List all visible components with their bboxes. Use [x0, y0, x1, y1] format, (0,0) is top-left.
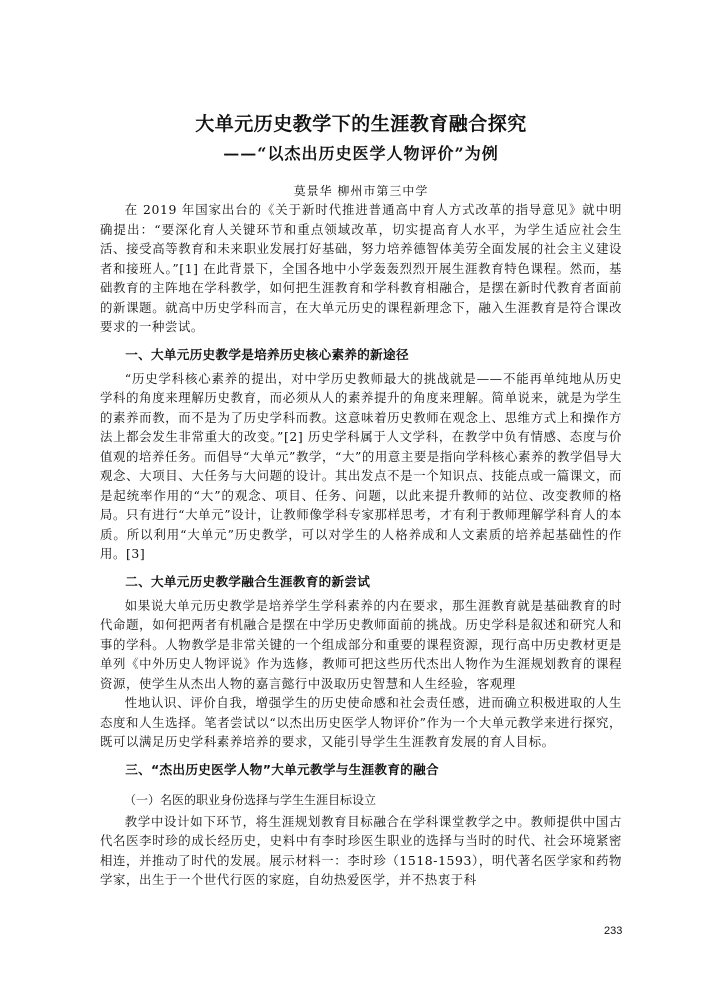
section1-paragraph: “历史学科核心素养的提出，对中学历史教师最大的挑战就是——不能再单纯地从历史学科的角度来理解历史教育，而必须从人的素养提升的角度来理解。简单说来，就是为学生的素养而教，而不是为了历史学科而教。这意味着历史教师在观念上、思维方式上和操作方法上都会发生非常重大的改变。”[2] 历史学科属于人文学科，在教学中负有情感、态度与价值观的培养任务。而倡导“大单元”教学，“大”的用意主要是指向学科核心素养的教学倡导大观念、大项目、大任务与大问题的设计。其出发点不是一个知识点、技能点或一篇课文，而是起统率作用的“大”的观念、项目、任务、问题，以此来提升教师的站位、改变教师的格局。只有进行“大单元”设计，让教师像学科专家那样思考，才有利于教师理解学科育人的本质。所以利用“大单元”历史教学，可以对学生的人格养成和人文素质的培养起基础性的作用。[3]	[100, 370, 622, 561]
article-body	[100, 110, 622, 890]
section-heading-2: 二、大单元历史教学融合生涯教育的新尝试	[125, 573, 371, 589]
article-subtitle: ——“以杰出历史医学人物评价”为例	[223, 144, 499, 163]
page-number: 233	[604, 925, 623, 937]
section3-subheading: （一）名医的职业身份选择与学生生涯目标设立	[124, 792, 377, 807]
section-heading-1: 一、大单元历史教学是培养历史核心素养的新途径	[125, 346, 409, 362]
article-title: 大单元历史教学下的生涯教育融合探究	[195, 113, 527, 135]
section2-paragraph-2: 性地认识、评价自我，增强学生的历史使命感和社会责任感，进而确立积极进取的人生态度和人生选择。笔者尝试以“以杰出历史医学人物评价”作为一个大单元教学来进行探究，既可以满足历史学科素养培养的要求，又能引导学生生涯教育发展的育人目标。	[100, 695, 622, 749]
author-line: 莫景华 柳州市第三中学	[293, 184, 429, 198]
intro-paragraph: 在 2019 年国家出台的《关于新时代推进普通高中育人方式改革的指导意见》就中明确提出：“要深化育人关键环节和重点领域改革，切实提高育人水平，为学生适应社会生活、接受高等教育和未来职业发展打好基础，努力培养德智体美劳全面发展的社会主义建设者和接班人。”[1] 在此背景下，全国各地中小学轰轰烈烈开展生涯教育特色课程。然而，基础教育的主阵地在学科教学，如何把生涯教育和学科教育相融合，是摆在新时代教育者面前的新课题。就高中历史学科而言，在大单元历史的课程新理念下，融入生涯教育是符合课改要求的一种尝试。	[100, 202, 622, 334]
section3-paragraph: 教学中设计如下环节，将生涯规划教育目标融合在学科课堂教学之中。教师提供中国古代名医李时珍的成长经历史，史料中有李时珍医生职业的选择与当时的时代、社会环境紧密相连，并推动了时代的发展。展示材料一：李时珍（1518-1593），明代著名医学家和药物学家，出生于一个世代行医的家庭，自幼热爱医学，并不热衷于科	[100, 813, 622, 887]
section2-paragraph-1: 如果说大单元历史教学是培养学生学科素养的内在要求，那生涯教育就是基础教育的时代命题，如何把两者有机融合是摆在中学历史教师面前的挑战。历史学科是叙述和研究人和事的学科。人物教学是非常关键的一个组成部分和重要的课程资源，现行高中历史教材更是单列《中外历史人物评说》作为选修，教师可把这些历代杰出人物作为生涯规划教育的课程资源，使学生从杰出人物的嘉言懿行中汲取历史智慧和人生经验，客观理	[100, 597, 622, 691]
section-heading-3: 三、“杰出历史医学人物”大单元教学与生涯教育的融合	[125, 761, 439, 777]
